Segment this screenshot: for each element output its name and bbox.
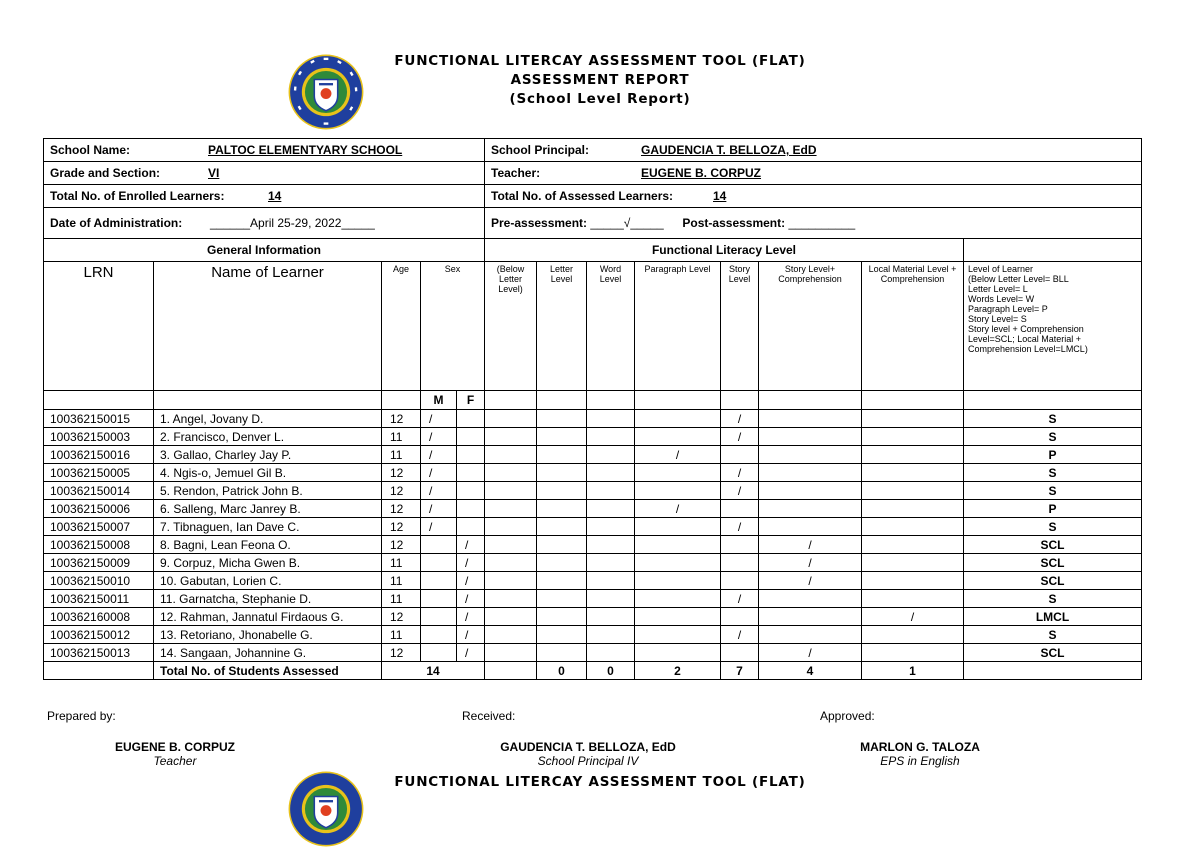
enrolled-value: 14 [268, 189, 282, 203]
learner-level: SCL [964, 554, 1142, 572]
learner-lrn: 100362150009 [44, 554, 154, 572]
learner-female [457, 464, 485, 482]
assessment-type-cell [485, 208, 1142, 239]
learner-letter [537, 608, 587, 626]
learner-story-comprehension [759, 608, 862, 626]
learner-age: 12 [382, 482, 421, 500]
learner-age: 12 [382, 536, 421, 554]
learner-female [457, 518, 485, 536]
learner-below-letter [485, 410, 537, 428]
functional-literacy-header: Functional Literacy Level [485, 239, 964, 262]
learner-story-comprehension [759, 500, 862, 518]
learner-name: 14. Sangaan, Johannine G. [154, 644, 382, 662]
learner-female [457, 446, 485, 464]
learner-story: / [721, 410, 759, 428]
table-row [44, 482, 1142, 500]
date-label: Date of Administration: [50, 216, 183, 230]
learner-word [587, 428, 635, 446]
learner-paragraph [635, 482, 721, 500]
learner-male: / [421, 410, 457, 428]
learner-story-comprehension: / [759, 554, 862, 572]
learner-paragraph [635, 410, 721, 428]
learner-name: 6. Salleng, Marc Janrey B. [154, 500, 382, 518]
learner-name: 13. Retoriano, Jhonabelle G. [154, 626, 382, 644]
teacher-label: Teacher: [491, 166, 541, 180]
learner-word [587, 626, 635, 644]
learner-level: SCL [964, 572, 1142, 590]
learner-letter [537, 590, 587, 608]
learner-female [457, 428, 485, 446]
learner-age: 12 [382, 464, 421, 482]
learner-local-material [862, 410, 964, 428]
learner-male [421, 572, 457, 590]
learner-letter [537, 518, 587, 536]
learner-age: 12 [382, 410, 421, 428]
learner-below-letter [485, 536, 537, 554]
received-signature [478, 740, 698, 768]
learner-name: 5. Rendon, Patrick John B. [154, 482, 382, 500]
learner-name: 3. Gallao, Charley Jay P. [154, 446, 382, 464]
col-lrn: LRN [44, 262, 154, 391]
learner-local-material [862, 446, 964, 464]
received-label: Received: [462, 709, 516, 723]
learner-name: 4. Ngis-o, Jemuel Gil B. [154, 464, 382, 482]
column-header-row [44, 262, 1142, 391]
learner-male: / [421, 500, 457, 518]
totals-assessed: 14 [382, 662, 485, 680]
assessed-value: 14 [713, 189, 727, 203]
learner-name: 11. Garnatcha, Stephanie D. [154, 590, 382, 608]
learner-paragraph: / [635, 500, 721, 518]
legend-line: Level of Learner [968, 264, 1034, 274]
enrolled-cell [44, 185, 485, 208]
learner-female [457, 410, 485, 428]
learner-female: / [457, 536, 485, 554]
learner-below-letter [485, 482, 537, 500]
learner-lrn: 100362150013 [44, 644, 154, 662]
learner-story-comprehension [759, 428, 862, 446]
learner-paragraph [635, 626, 721, 644]
learner-level: S [964, 590, 1142, 608]
learner-letter [537, 482, 587, 500]
learner-level: S [964, 626, 1142, 644]
learner-below-letter [485, 554, 537, 572]
learner-below-letter [485, 446, 537, 464]
learner-story: / [721, 482, 759, 500]
info-row-grade [44, 162, 1142, 185]
totals-letter: 0 [537, 662, 587, 680]
learner-rows [44, 410, 1142, 662]
learner-age: 12 [382, 518, 421, 536]
learner-name: 9. Corpuz, Micha Gwen B. [154, 554, 382, 572]
learner-age: 12 [382, 500, 421, 518]
learner-lrn: 100362150015 [44, 410, 154, 428]
school-name-label: School Name: [50, 143, 131, 157]
learner-paragraph [635, 428, 721, 446]
learner-letter [537, 536, 587, 554]
learner-paragraph [635, 590, 721, 608]
report-title-line3: (School Level Report) [509, 91, 691, 107]
prepared-signature [90, 740, 260, 768]
legend-line: (Below Letter Level= BLL [968, 274, 1069, 284]
learner-male [421, 554, 457, 572]
learner-paragraph [635, 608, 721, 626]
approved-signature [830, 740, 1010, 768]
learner-story-comprehension: / [759, 644, 862, 662]
legend-line: Story level + Comprehension [968, 324, 1084, 334]
enrolled-label: Total No. of Enrolled Learners: [50, 189, 225, 203]
learner-letter [537, 446, 587, 464]
received-role: School Principal IV [537, 754, 639, 768]
learner-below-letter [485, 608, 537, 626]
learner-lrn: 100362160008 [44, 608, 154, 626]
learner-story [721, 608, 759, 626]
col-letter: Letter Level [537, 262, 587, 391]
learner-local-material [862, 554, 964, 572]
report-title-line1: FUNCTIONAL LITERCAY ASSESSMENT TOOL (FLAT) [394, 53, 806, 69]
school-seal-logo [287, 53, 365, 131]
grade-label: Grade and Section: [50, 166, 161, 180]
learner-story-comprehension [759, 410, 862, 428]
learner-word [587, 536, 635, 554]
learner-word [587, 572, 635, 590]
learner-word [587, 446, 635, 464]
learner-story: / [721, 428, 759, 446]
learner-level: S [964, 428, 1142, 446]
learner-story [721, 554, 759, 572]
learner-letter [537, 626, 587, 644]
learner-male [421, 608, 457, 626]
date-value: ______April 25-29, 2022_____ [210, 216, 375, 230]
learner-letter [537, 464, 587, 482]
learner-level: LMCL [964, 608, 1142, 626]
learner-name: 8. Bagni, Lean Feona O. [154, 536, 382, 554]
section-header-row [44, 239, 1142, 262]
learner-female: / [457, 572, 485, 590]
learner-male: / [421, 482, 457, 500]
learner-local-material [862, 626, 964, 644]
school-name-cell [44, 139, 485, 162]
learner-word [587, 608, 635, 626]
learner-age: 11 [382, 590, 421, 608]
learner-story-comprehension [759, 446, 862, 464]
learner-paragraph [635, 518, 721, 536]
table-row [44, 446, 1142, 464]
approved-name: MARLON G. TALOZA [860, 740, 980, 754]
table-row [44, 608, 1142, 626]
totals-local-material: 1 [862, 662, 964, 680]
footer-title: FUNCTIONAL LITERCAY ASSESSMENT TOOL (FLAT) [394, 774, 806, 790]
col-word: Word Level [587, 262, 635, 391]
col-male: M [421, 391, 457, 410]
learner-local-material [862, 482, 964, 500]
learner-letter [537, 410, 587, 428]
learner-female: / [457, 626, 485, 644]
table-row [44, 644, 1142, 662]
approved-role: EPS in English [880, 754, 960, 768]
table-row [44, 626, 1142, 644]
pre-assessment-value: _____√_____ [590, 216, 664, 230]
learner-paragraph [635, 464, 721, 482]
learner-story [721, 536, 759, 554]
learner-story [721, 572, 759, 590]
legend-line: Level=SCL; Local Material + [968, 334, 1082, 344]
col-story: Story Level [721, 262, 759, 391]
date-cell [44, 208, 485, 239]
learner-male [421, 590, 457, 608]
learner-lrn: 100362150005 [44, 464, 154, 482]
totals-paragraph: 2 [635, 662, 721, 680]
learner-below-letter [485, 590, 537, 608]
school-name-value: PALTOC ELEMENTYARY SCHOOL [208, 143, 403, 157]
teacher-value: EUGENE B. CORPUZ [641, 166, 762, 180]
totals-story: 7 [721, 662, 759, 680]
learner-letter [537, 644, 587, 662]
learner-story [721, 446, 759, 464]
learner-word [587, 518, 635, 536]
principal-value: GAUDENCIA T. BELLOZA, EdD [641, 143, 817, 157]
table-row [44, 554, 1142, 572]
legend-line: Comprehension Level=LMCL) [968, 344, 1088, 354]
pre-assessment-label: Pre-assessment: [491, 216, 588, 230]
approved-label: Approved: [820, 709, 875, 723]
col-name: Name of Learner [154, 262, 382, 391]
col-story-comprehension: Story Level+ Comprehension [759, 262, 862, 391]
grade-value: VI [208, 166, 220, 180]
learner-lrn: 100362150006 [44, 500, 154, 518]
col-age: Age [382, 262, 421, 391]
learner-female: / [457, 608, 485, 626]
learner-below-letter [485, 500, 537, 518]
learner-story: / [721, 626, 759, 644]
prepared-by-label: Prepared by: [47, 709, 116, 723]
school-seal-logo-footer [287, 770, 365, 848]
learner-level: SCL [964, 644, 1142, 662]
learner-word [587, 644, 635, 662]
learner-male: / [421, 428, 457, 446]
learner-local-material [862, 536, 964, 554]
learner-local-material [862, 590, 964, 608]
totals-story-comprehension: 4 [759, 662, 862, 680]
prepared-name: EUGENE B. CORPUZ [114, 740, 235, 754]
principal-cell [485, 139, 1142, 162]
learner-level: S [964, 482, 1142, 500]
report-title-block [370, 52, 830, 109]
learner-local-material [862, 518, 964, 536]
learner-lrn: 100362150011 [44, 590, 154, 608]
learner-female [457, 500, 485, 518]
learner-female [457, 482, 485, 500]
learner-paragraph [635, 554, 721, 572]
legend-line: Paragraph Level= P [968, 304, 1048, 314]
learner-word [587, 590, 635, 608]
learner-female: / [457, 644, 485, 662]
principal-label: School Principal: [491, 143, 590, 157]
learner-female: / [457, 590, 485, 608]
learner-story-comprehension [759, 518, 862, 536]
general-information-header: General Information [44, 239, 485, 262]
learner-story-comprehension: / [759, 536, 862, 554]
learner-age: 12 [382, 644, 421, 662]
sex-subheader-row [44, 391, 1142, 410]
learner-below-letter [485, 428, 537, 446]
learner-paragraph: / [635, 446, 721, 464]
post-assessment-label: Post-assessment: [682, 216, 786, 230]
learner-below-letter [485, 518, 537, 536]
table-row [44, 590, 1142, 608]
learner-local-material [862, 572, 964, 590]
learner-paragraph [635, 572, 721, 590]
grade-cell [44, 162, 485, 185]
report-title-line2: ASSESSMENT REPORT [510, 72, 690, 88]
learner-name: 10. Gabutan, Lorien C. [154, 572, 382, 590]
totals-word: 0 [587, 662, 635, 680]
learner-age: 11 [382, 554, 421, 572]
learner-letter [537, 428, 587, 446]
learner-paragraph [635, 536, 721, 554]
learner-local-material [862, 500, 964, 518]
learner-lrn: 100362150008 [44, 536, 154, 554]
learner-letter [537, 500, 587, 518]
info-row-school [44, 139, 1142, 162]
col-paragraph: Paragraph Level [635, 262, 721, 391]
learner-story: / [721, 464, 759, 482]
learner-word [587, 482, 635, 500]
col-sex: Sex [421, 262, 485, 391]
learner-male: / [421, 518, 457, 536]
learner-level: S [964, 410, 1142, 428]
totals-label: Total No. of Students Assessed [154, 662, 382, 680]
learner-male: / [421, 464, 457, 482]
table-row [44, 464, 1142, 482]
prepared-role: Teacher [153, 754, 197, 768]
learner-story-comprehension [759, 482, 862, 500]
level-header-empty [964, 239, 1142, 262]
table-row [44, 428, 1142, 446]
learner-age: 11 [382, 446, 421, 464]
table-row [44, 500, 1142, 518]
learner-lrn: 100362150003 [44, 428, 154, 446]
learner-female: / [457, 554, 485, 572]
learner-local-material: / [862, 608, 964, 626]
learner-age: 11 [382, 572, 421, 590]
learner-word [587, 500, 635, 518]
learner-lrn: 100362150016 [44, 446, 154, 464]
col-local-material: Local Material Level + Comprehension [862, 262, 964, 391]
learner-level: SCL [964, 536, 1142, 554]
learner-story [721, 500, 759, 518]
learner-male [421, 536, 457, 554]
table-row [44, 572, 1142, 590]
col-female: F [457, 391, 485, 410]
learner-local-material [862, 464, 964, 482]
learner-lrn: 100362150010 [44, 572, 154, 590]
col-level-legend [964, 262, 1142, 391]
received-name: GAUDENCIA T. BELLOZA, EdD [500, 740, 676, 754]
learner-level: S [964, 464, 1142, 482]
learner-word [587, 464, 635, 482]
learner-name: 7. Tibnaguen, Ian Dave C. [154, 518, 382, 536]
learner-level: S [964, 518, 1142, 536]
learner-age: 11 [382, 626, 421, 644]
assessment-report-table [43, 138, 1142, 680]
learner-below-letter [485, 464, 537, 482]
learner-name: 2. Francisco, Denver L. [154, 428, 382, 446]
info-row-date [44, 208, 1142, 239]
learner-male [421, 644, 457, 662]
learner-story-comprehension [759, 626, 862, 644]
learner-level: P [964, 446, 1142, 464]
table-row [44, 410, 1142, 428]
post-assessment-value: __________ [788, 216, 856, 230]
learner-below-letter [485, 644, 537, 662]
learner-word [587, 410, 635, 428]
learner-letter [537, 572, 587, 590]
learner-lrn: 100362150012 [44, 626, 154, 644]
learner-age: 12 [382, 608, 421, 626]
learner-age: 11 [382, 428, 421, 446]
learner-word [587, 554, 635, 572]
info-row-enrolled [44, 185, 1142, 208]
table-row [44, 518, 1142, 536]
learner-story-comprehension [759, 464, 862, 482]
learner-level: P [964, 500, 1142, 518]
table-row [44, 536, 1142, 554]
assessed-label: Total No. of Assessed Learners: [491, 189, 674, 203]
teacher-cell [485, 162, 1142, 185]
learner-lrn: 100362150007 [44, 518, 154, 536]
learner-lrn: 100362150014 [44, 482, 154, 500]
learner-name: 1. Angel, Jovany D. [154, 410, 382, 428]
learner-story [721, 644, 759, 662]
col-below-letter: (Below Letter Level) [485, 262, 537, 391]
learner-story: / [721, 590, 759, 608]
learner-story-comprehension: / [759, 572, 862, 590]
totals-row [44, 662, 1142, 680]
learner-paragraph [635, 644, 721, 662]
learner-below-letter [485, 626, 537, 644]
legend-line: Words Level= W [968, 294, 1035, 304]
learner-male: / [421, 446, 457, 464]
learner-below-letter [485, 572, 537, 590]
learner-local-material [862, 428, 964, 446]
legend-line: Letter Level= L [968, 284, 1028, 294]
learner-name: 12. Rahman, Jannatul Firdaous G. [154, 608, 382, 626]
assessed-cell [485, 185, 1142, 208]
learner-story-comprehension [759, 590, 862, 608]
learner-letter [537, 554, 587, 572]
legend-line: Story Level= S [968, 314, 1027, 324]
learner-story: / [721, 518, 759, 536]
learner-male [421, 626, 457, 644]
learner-local-material [862, 644, 964, 662]
